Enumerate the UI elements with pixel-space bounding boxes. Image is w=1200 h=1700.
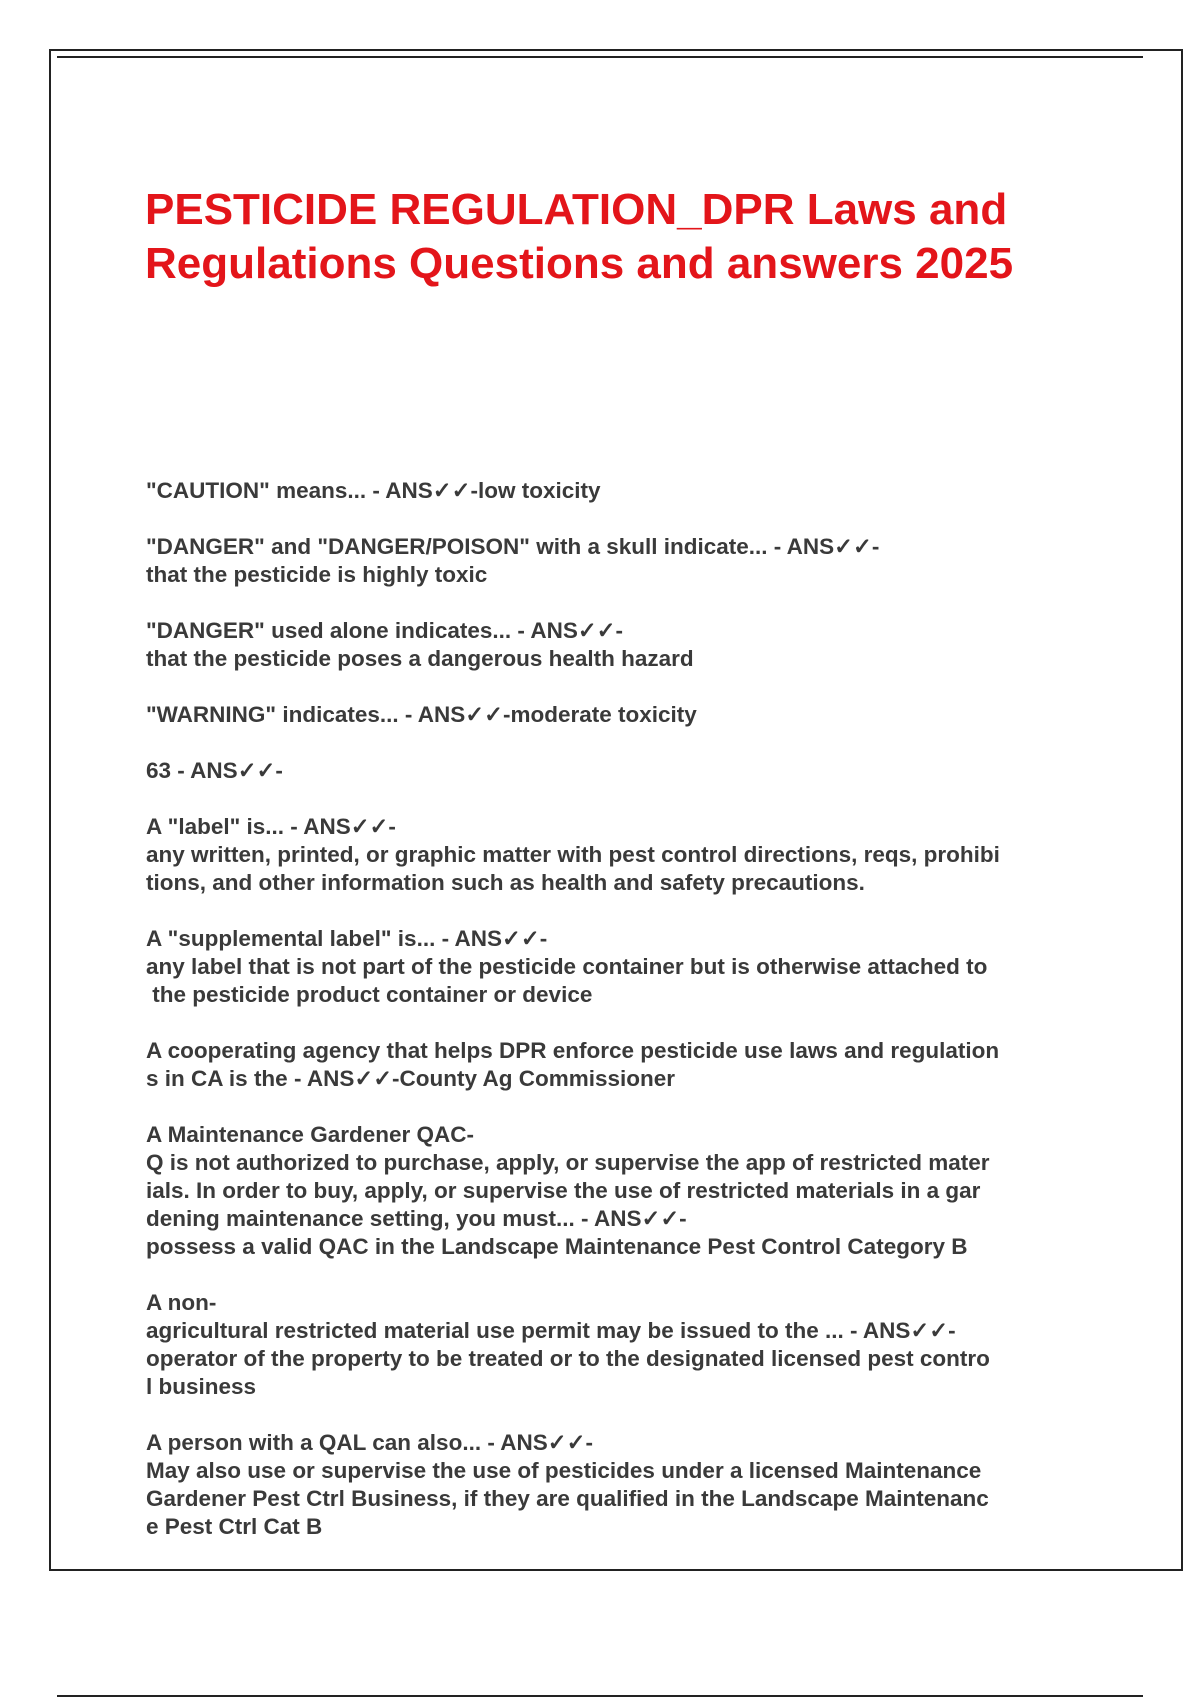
qa-text-line: operator of the property to be treated or to the designated licensed pest contro [146, 1346, 990, 1371]
qa-item [146, 1121, 1091, 1261]
title-line: PESTICIDE REGULATION_DPR Laws and [145, 185, 1008, 234]
qa-item [146, 1037, 1091, 1093]
qa-text-line: e Pest Ctrl Cat B [146, 1514, 323, 1539]
qa-text-line: possess a valid QAC in the Landscape Maintenance Pest Control Category B [146, 1234, 968, 1259]
qa-text-line: A person with a QAL can also... - ANS✓✓- [146, 1430, 593, 1455]
document-title [145, 183, 1095, 291]
qa-item [146, 757, 1091, 785]
qa-text-line: A non- [146, 1290, 217, 1315]
title-line: Regulations Questions and answers 2025 [145, 239, 1014, 288]
qa-text-line: "DANGER" and "DANGER/POISON" with a skull indicate... - ANS✓✓- [146, 534, 880, 559]
qa-text-line: any label that is not part of the pesticide container but is otherwise attached to [146, 954, 988, 979]
qa-item [146, 813, 1091, 897]
qa-item [146, 701, 1091, 729]
qa-text-line: Gardener Pest Ctrl Business, if they are qualified in the Landscape Maintenanc [146, 1486, 989, 1511]
qa-text-line: ials. In order to buy, apply, or supervise the use of restricted materials in a gar [146, 1178, 981, 1203]
qa-item [146, 617, 1091, 673]
qa-text-line: May also use or supervise the use of pesticides under a licensed Maintenance [146, 1458, 982, 1483]
bottom-rule [57, 1695, 1143, 1697]
qa-item [146, 925, 1091, 1009]
qa-text-line: that the pesticide is highly toxic [146, 562, 488, 587]
qa-text-line: "CAUTION" means... - ANS✓✓-low toxicity [146, 478, 601, 503]
qa-text-line: tions, and other information such as health and safety precautions. [146, 870, 865, 895]
qa-text-line: l business [146, 1374, 257, 1399]
qa-text-line: dening maintenance setting, you must... - ANS✓✓- [146, 1206, 687, 1231]
qa-text-line: agricultural restricted material use permit may be issued to the ... - ANS✓✓- [146, 1318, 956, 1343]
qa-item [146, 477, 1091, 505]
qa-text-line: A Maintenance Gardener QAC- [146, 1122, 474, 1147]
qa-text-line: s in CA is the - ANS✓✓-County Ag Commissioner [146, 1066, 675, 1091]
qa-text-line: "DANGER" used alone indicates... - ANS✓✓- [146, 618, 624, 643]
qa-text-line: that the pesticide poses a dangerous health hazard [146, 646, 694, 671]
qa-item [146, 1429, 1091, 1541]
qa-text-line: Q is not authorized to purchase, apply, or supervise the app of restricted mater [146, 1150, 990, 1175]
qa-text-line: 63 - ANS✓✓- [146, 758, 283, 783]
qa-item [146, 1289, 1091, 1401]
qa-text-line: A "supplemental label" is... - ANS✓✓- [146, 926, 548, 951]
qa-text-line: any written, printed, or graphic matter with pest control directions, reqs, prohibi [146, 842, 1000, 867]
qa-item [146, 533, 1091, 589]
qa-text-line: the pesticide product container or device [146, 982, 593, 1007]
qa-text-line: "WARNING" indicates... - ANS✓✓-moderate toxicity [146, 702, 697, 727]
qa-text-line: A cooperating agency that helps DPR enforce pesticide use laws and regulation [146, 1038, 1000, 1063]
qa-list [146, 477, 1091, 1569]
qa-text-line: A "label" is... - ANS✓✓- [146, 814, 396, 839]
